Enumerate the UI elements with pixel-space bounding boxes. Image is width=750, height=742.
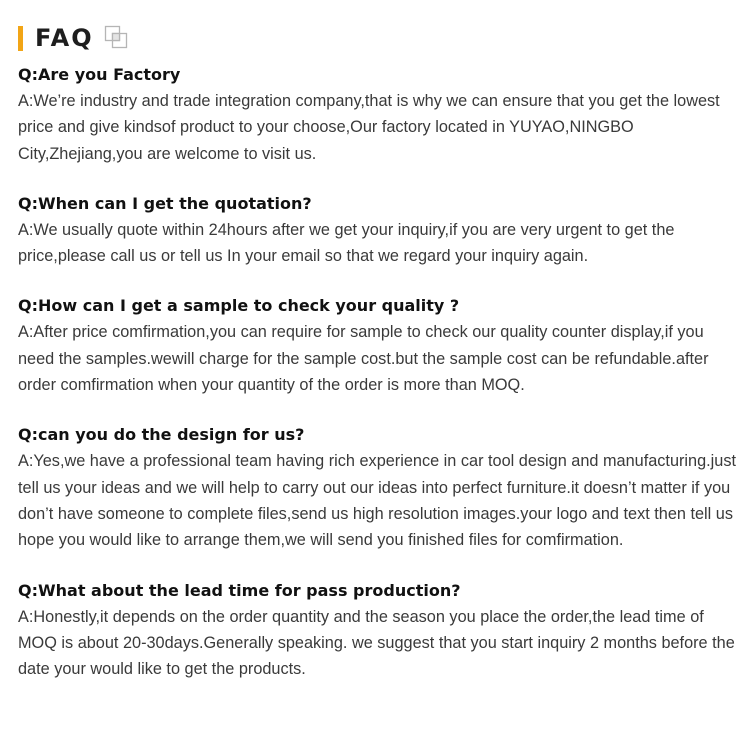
faq-answer: A:Yes,we have a professional team having rich experience in car tool design and manufacturing.just tell us your ideas and we will help to carry out our ideas into perfect furniture.it doesn’t matter if you don’t have someone to complete files,send us high resolution images.your logo and text then tell us hope you would like to arrange them,we will send you finished files for comfirmation. <box>18 452 737 550</box>
faq-question: Q:Are you Factory <box>18 65 181 84</box>
overlapping-squares-icon <box>104 25 130 51</box>
faq-item <box>18 580 738 683</box>
faq-answer: A:We usually quote within 24hours after we get your inquiry,if you are very urgent to get the price,please call us or tell us In your email so that we regard your inquiry again. <box>18 220 675 266</box>
faq-answer: A:We’re industry and trade integration company,that is why we can ensure that you get the lowest price and give kindsof product to your choose,Our factory located in YUYAO,NINGBO City,Zhejiang,you are welcome to visit us. <box>18 92 720 163</box>
faq-question: Q:What about the lead time for pass production? <box>18 580 461 600</box>
faq-question: Q:How can I get a sample to check your quality ? <box>18 296 460 316</box>
faq-answer: A:After price comfirmation,you can require for sample to check our quality counter display,if you need the samples.wewill charge for the sample cost.but the sample cost can be refundable.after order comfirmation when your quantity of the order is more than MOQ. <box>18 323 709 395</box>
faq-header <box>18 24 130 52</box>
faq-item <box>18 193 738 270</box>
faq-item <box>18 424 738 553</box>
faq-item <box>18 64 738 167</box>
accent-bar <box>18 26 23 51</box>
faq-answer: A:Honestly,it depends on the order quantity and the season you place the order,the lead time of MOQ is about 20-30days.Generally speaking. we suggest that you start inquiry 2 months before the date your would like to get the products. <box>18 607 735 679</box>
faq-question: Q:When can I get the quotation? <box>18 193 312 213</box>
faq-question: Q:can you do the design for us? <box>18 425 305 445</box>
faq-item <box>18 295 738 398</box>
faq-title: FAQ <box>35 24 94 52</box>
faq-list <box>18 64 738 708</box>
